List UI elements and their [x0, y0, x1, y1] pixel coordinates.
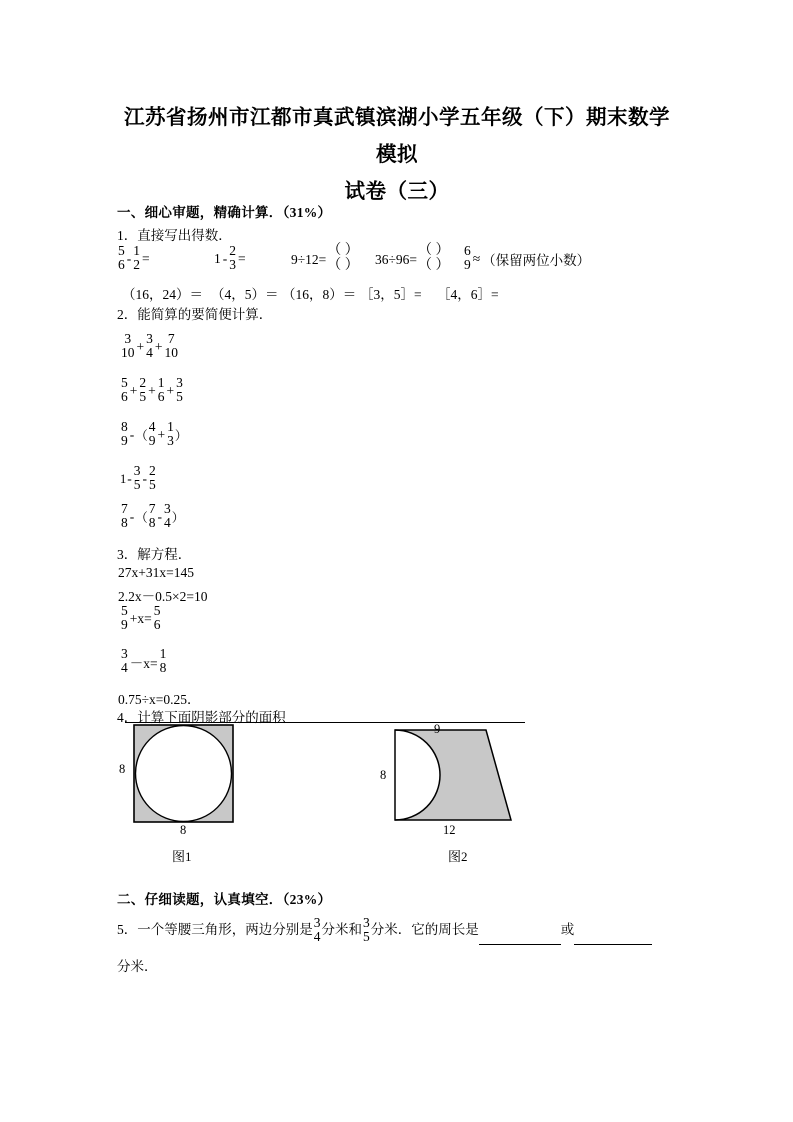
equals-sign: =	[238, 251, 246, 267]
question-5-line-2: 分米．	[117, 959, 158, 974]
operand-one: 1	[214, 251, 221, 267]
bracket: （	[135, 429, 148, 444]
operator: -	[142, 471, 147, 487]
operator: -	[127, 471, 132, 487]
question-2-number: 2．能简算的要简便计算．	[117, 307, 273, 322]
q3-equation-4	[120, 648, 167, 676]
figure-1-square-with-circle	[132, 723, 236, 825]
denominator: 8	[159, 660, 167, 676]
denominator: 4	[146, 345, 153, 361]
section-2-heading: 二、仔细读题，认真填空．（23%）	[117, 892, 332, 907]
numerator: 3	[121, 646, 128, 661]
numerator: 8	[121, 419, 128, 434]
fraction-1-8	[160, 647, 167, 675]
bracket: ）	[171, 511, 185, 526]
numerator: 3	[124, 331, 132, 346]
denominator: 6	[121, 389, 128, 405]
operator: +	[136, 339, 145, 355]
q3-equation-2: 2.2x－0.5×2=10	[118, 589, 208, 604]
numerator: 5	[153, 603, 161, 618]
q5-prefix: 5．一个等腰三角形，两边分别是	[117, 922, 313, 938]
denominator: 5	[139, 389, 147, 405]
fraction-1-2: 1 2	[133, 243, 140, 273]
equals-sign: =	[142, 251, 150, 267]
operator: +x=	[129, 611, 152, 627]
q1-item-5	[463, 245, 591, 273]
numerator: 1	[159, 646, 167, 661]
fraction-5-6	[121, 376, 128, 404]
figure-2-trapezoid-fill	[395, 730, 511, 820]
figure-2-left-dimension: 8	[380, 768, 387, 782]
operator: +	[129, 383, 138, 399]
empty-fraction-blank: （ ） （ ）	[327, 243, 359, 273]
q2-expression-2	[120, 377, 184, 405]
denominator: 8	[148, 515, 156, 531]
numerator: 2	[149, 463, 156, 478]
fraction-1-6	[158, 376, 165, 404]
question-3-number: 3．解方程．	[117, 547, 192, 562]
figure-2-bottom-dimension: 12	[443, 823, 456, 837]
q1-item-3	[290, 245, 359, 274]
denominator: 6	[157, 389, 165, 405]
numerator: 7	[148, 501, 156, 516]
denominator: 3	[167, 433, 174, 449]
q2-expression-1	[120, 333, 179, 361]
fraction-7-8	[121, 502, 128, 530]
operator: -	[157, 509, 163, 525]
numerator: 5	[121, 603, 128, 618]
q1-lcm-1: ［3，5］=	[360, 287, 422, 302]
denominator: 4	[121, 660, 128, 676]
fraction-5-9	[121, 604, 128, 632]
division-expression: 9÷12=	[291, 251, 327, 267]
denominator: 6	[153, 617, 161, 633]
division-expression: 36÷96=	[375, 251, 418, 267]
figure-1-bottom-dimension: 8	[180, 823, 187, 837]
figure-1-left-dimension: 8	[119, 762, 126, 776]
fraction-3-4: 3 4	[313, 915, 321, 945]
numerator: 1	[157, 375, 165, 390]
denominator: 9	[121, 433, 128, 449]
fraction-2-5	[149, 464, 156, 492]
denominator: 5	[149, 477, 156, 493]
numerator: 2	[139, 375, 147, 390]
minus-operator: -	[222, 251, 228, 267]
figure-2-caption: 图2	[448, 849, 468, 864]
q1-item-4	[374, 245, 450, 274]
numerator: 4	[148, 419, 156, 434]
figure-2-top-dimension: 9	[434, 722, 441, 736]
fraction-3-4	[164, 502, 171, 530]
denominator: 5	[176, 389, 183, 405]
operator: -	[129, 427, 135, 443]
fraction-2-5	[139, 376, 146, 404]
q1-gcd-1: （16，24）＝	[122, 287, 203, 302]
fraction-6-9: 6 9	[464, 243, 471, 273]
operator: －x=	[129, 656, 158, 672]
title-line-2: 试卷（三）	[344, 181, 450, 203]
fraction-3-10	[121, 332, 135, 360]
fraction-3-4	[146, 332, 153, 360]
q3-equation-1: 27x+31x=145	[118, 565, 194, 580]
operator: +	[148, 383, 156, 399]
bracket: ）	[174, 429, 188, 444]
q3-equation-5: 0.75÷x=0.25．	[118, 692, 201, 707]
q1-lcm-2: ［4，6］=	[437, 287, 499, 302]
fraction-7-10	[165, 332, 179, 360]
q5-mid-2: 分米．它的周长是	[370, 922, 479, 938]
numerator: 3	[164, 501, 171, 516]
q1-item-1	[117, 245, 151, 273]
denominator: 9	[148, 433, 156, 449]
page-title	[117, 100, 677, 211]
numerator: 3	[176, 375, 183, 390]
denominator: 4	[164, 515, 171, 531]
q3-equation-3	[120, 605, 161, 633]
q1-gcd-2: （4，5）＝	[211, 287, 279, 302]
denominator: 8	[121, 515, 128, 531]
q1-gcd-3: （16，8）＝	[282, 287, 357, 302]
denominator: 10	[164, 345, 178, 361]
fraction-3-5	[134, 464, 141, 492]
q5-answer-blank-2[interactable]	[574, 931, 652, 945]
numerator: 5	[121, 375, 128, 390]
title-line-1: 江苏省扬州市江都市真武镇滨湖小学五年级（下）期末数学模拟	[124, 107, 670, 166]
empty-fraction-blank: （ ） （ ）	[418, 243, 450, 273]
approx-sign: ≈	[472, 251, 481, 267]
denominator: 5	[133, 477, 141, 493]
figure-1-inscribed-circle	[136, 726, 232, 822]
operator: +	[157, 427, 166, 443]
fraction-7-8	[149, 502, 156, 530]
fraction-4-9	[149, 420, 156, 448]
operator: +	[154, 339, 163, 355]
numerator: 3	[146, 331, 153, 346]
q2-expression-4	[120, 465, 157, 493]
fraction-3-5: 3 5	[363, 915, 370, 945]
figure-2-trapezoid-with-semicircle	[390, 723, 530, 825]
numerator: 3	[133, 463, 141, 478]
minus-operator: -	[126, 251, 132, 267]
numerator: 7	[167, 331, 175, 346]
bracket: 1	[120, 471, 127, 486]
question-1-number: 1．直接写出得数．	[117, 228, 232, 243]
numerator: 7	[121, 501, 128, 516]
fraction-5-6	[154, 604, 161, 632]
rounding-note: （保留两位小数）	[482, 253, 591, 269]
fraction-3-4	[121, 647, 128, 675]
denominator: 9	[121, 617, 128, 633]
q5-mid-1: 分米和	[321, 922, 362, 938]
question-4-number: 4．计算下面阴影部分的面积	[117, 710, 286, 725]
fraction-3-5	[176, 376, 183, 404]
figure-1-caption: 图1	[172, 849, 192, 864]
operator: -	[129, 509, 135, 525]
fraction-1-3	[167, 420, 174, 448]
denominator: 10	[121, 345, 135, 361]
q5-conjunction: 或	[560, 922, 575, 938]
fraction-5-6: 5 6	[118, 243, 125, 273]
q2-expression-3	[120, 421, 187, 449]
q1-item-2	[213, 245, 247, 273]
section-1-heading: 一、细心审题，精确计算．（31%）	[117, 205, 332, 220]
fraction-8-9	[121, 420, 128, 448]
numerator: 1	[167, 419, 174, 434]
q5-answer-blank-1[interactable]	[479, 931, 561, 945]
q2-expression-5	[120, 503, 184, 531]
question-5-line-1	[117, 917, 652, 945]
bracket: （	[135, 511, 148, 526]
operator: +	[166, 383, 175, 399]
fraction-2-3: 2 3	[229, 243, 236, 273]
